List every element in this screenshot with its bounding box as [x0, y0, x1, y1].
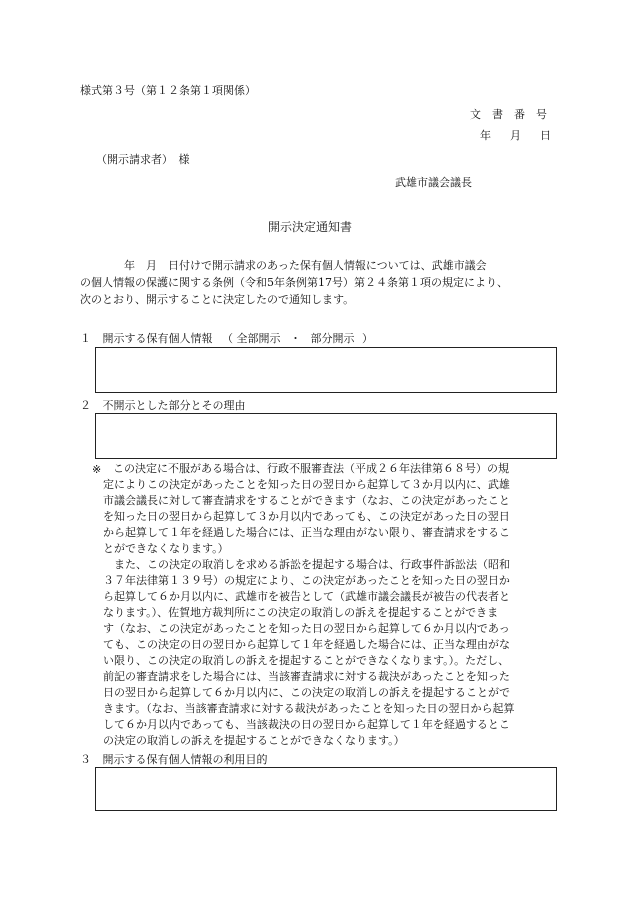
note-line: す（なお、この決定があったことを知った日の翌日から起算して６か月以内であっ: [103, 622, 510, 635]
intro-line: の個人情報の保護に関する条例（令和5年条例第17号）第２４条第１項の規定により、: [80, 276, 508, 289]
intro-line: 年 月 日付けで開示請求のあった保有個人情報については、武雄市議会: [124, 259, 487, 272]
note-line: この決定に不服がある場合は、行政不服審査法（平成２６年法律第６８号）の規: [113, 462, 509, 475]
note-line: い限り、この決定の取消しの訴えを提起することができなくなります。）。ただし、: [103, 654, 510, 667]
section-number: １: [80, 332, 91, 345]
note-line: また、この決定の取消しを求める訴訟を提起する場合は、行政事件訴訟法（昭和: [103, 558, 510, 571]
note-line: の決定の取消しの訴えを提起することができなくなります。）: [103, 734, 405, 747]
section-1-input-box[interactable]: [95, 347, 557, 393]
section-3-heading: [80, 751, 268, 768]
note-line: から起算して１年を経過した場合には、正当な理由がない限り、審査請求をするこ: [103, 526, 510, 539]
section-label: 開示する保有個人情報: [102, 332, 213, 345]
note-line: ３７年法律第１３９号）の規定により、この決定があったことを知った日の翌日か: [103, 574, 510, 587]
note-line: ら起算して６か月以内に、武雄市を被告として（武雄市議会議長が被告の代表者と: [103, 590, 510, 603]
appeal-notice: [103, 461, 557, 749]
note-line: 前記の審査請求をした場合には、当該審査請求に対する裁決があったことを知った: [103, 670, 510, 683]
section-number: ３: [80, 753, 91, 766]
document-number-label: 文書番号: [470, 108, 558, 121]
intro-paragraph: [80, 257, 560, 308]
note-line: ても、この決定の日の翌日から起算して１年を経過した場合には、正当な理由がな: [103, 638, 510, 651]
section-1-heading: [80, 330, 373, 347]
option-bracket-close: ）: [362, 332, 373, 345]
section-label: 不開示とした部分とその理由: [102, 399, 246, 412]
note-line: とができなくなります。）: [103, 542, 229, 555]
section-2-input-box[interactable]: [95, 413, 557, 459]
option-partial-disclosure[interactable]: 部分開示: [310, 332, 355, 345]
section-label: 開示する保有個人情報の利用目的: [102, 753, 268, 766]
issuer-label: 武雄市議会議長: [395, 176, 472, 189]
section-2-heading: [80, 397, 246, 414]
option-bracket-open: （: [222, 332, 233, 345]
note-line: きます。（なお、当該審査請求に対する裁決があったことを知った日の翌日から起算: [103, 702, 515, 715]
note-line: 日の翌日から起算して６か月以内に、この決定の取消しの訴えを提起することがで: [103, 686, 510, 699]
option-full-disclosure[interactable]: 全部開示: [236, 332, 281, 345]
requester-label: （開示請求者） 様: [96, 153, 190, 166]
section-number: ２: [80, 399, 91, 412]
note-line: して６か月以内であっても、当該裁決の日の翌日から起算して１年を経過するとこ: [103, 718, 510, 731]
date-label: 年 月 日: [480, 129, 555, 142]
note-line: なります。）、佐賀地方裁判所にこの決定の取消しの訴えを提起することができま: [103, 606, 499, 619]
note-line: 市議会議長に対して審査請求をすることができます（なお、この決定があったこと: [103, 494, 510, 507]
option-separator: ・: [290, 332, 301, 345]
note-mark: ※: [92, 463, 102, 476]
note-line: 定によりこの決定があったことを知った日の翌日から起算して３か月以内に、武雄: [103, 478, 510, 491]
document-title: 開示決定通知書: [268, 220, 353, 234]
form-number: 様式第３号（第１２条第１項関係）: [80, 84, 256, 97]
intro-line: 次のとおり、開示することに決定したので通知します。: [80, 293, 355, 306]
note-line: を知った日の翌日から起算して３か月以内であっても、この決定があった日の翌日: [103, 510, 510, 523]
section-3-input-box[interactable]: [95, 767, 557, 811]
